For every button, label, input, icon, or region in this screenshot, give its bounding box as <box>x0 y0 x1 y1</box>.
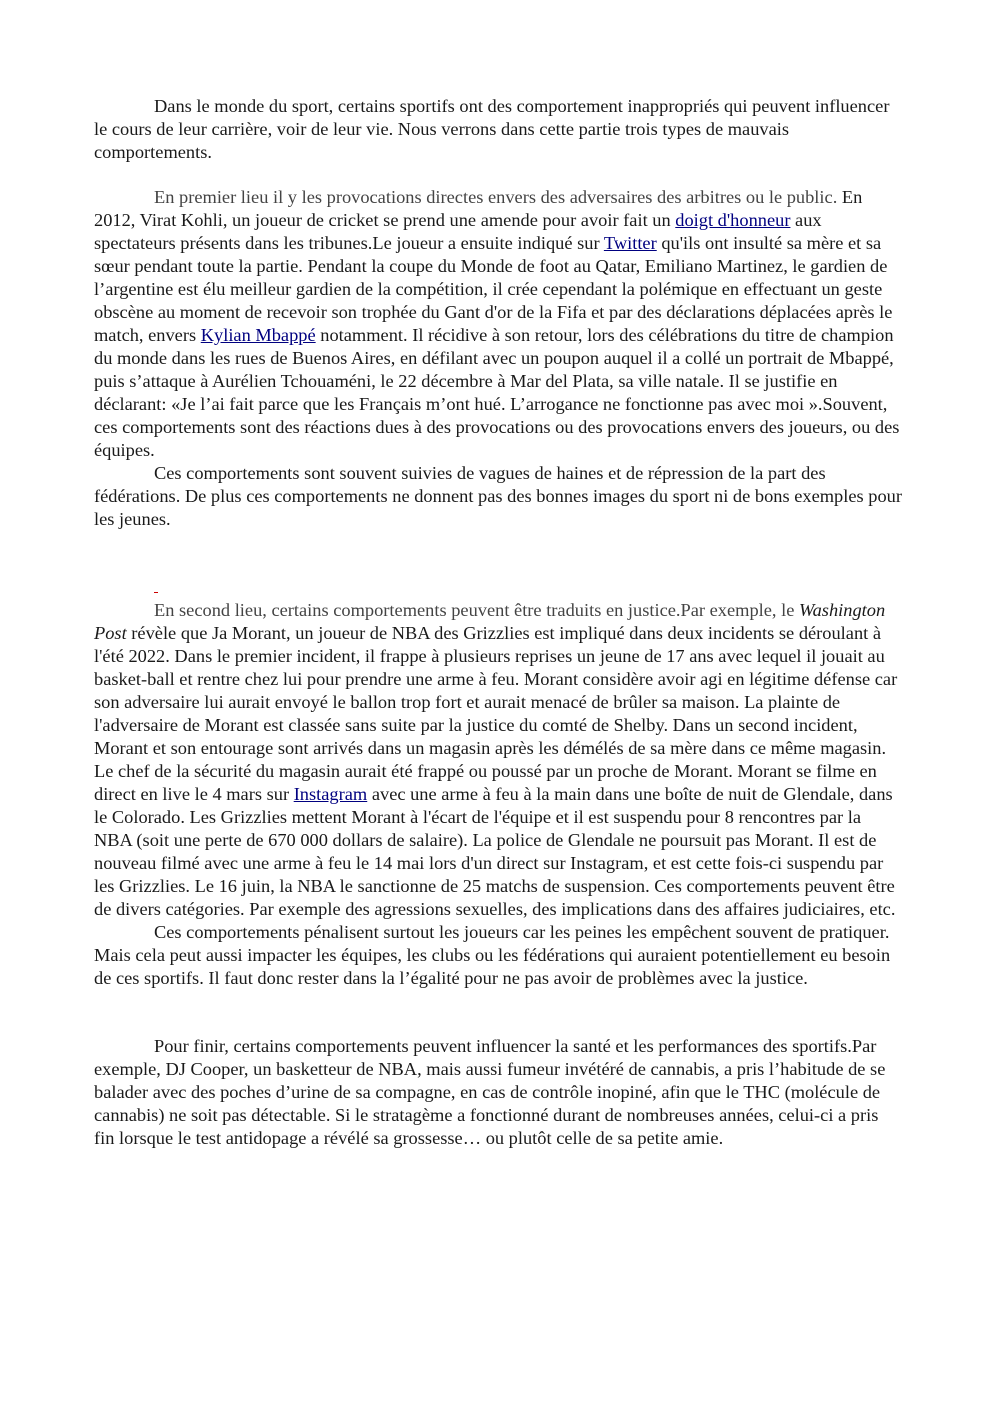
source-washington-post: Washington Post <box>94 600 886 643</box>
spacer <box>94 990 902 1035</box>
health-paragraph <box>94 1035 902 1150</box>
justice-text-2: avec une arme à feu à la main dans une boîte de nuit de Glendale, dans le Colorado. Les Grizzlies mettent Morant à l'écart de l'équipe et il est suspendu pour 8 rencontres par la NBA (soit une perte de 670 000 dollars de salaire). La police de Glendale ne poursuit pas Morant. Il est de nouveau filmé avec une arme à feu le 14 mai lors d'un direct sur Instagram, et est cette fois-ci suspendu par les Grizzlies. Le 16 juin, la NBA le sanctionne de 25 matchs de suspension. Ces comportements peuvent être de divers catégories. Par exemple des agressions sexuelles, des implications dans des affaires judiciaires, etc. <box>94 784 896 919</box>
spacer <box>94 531 902 576</box>
revision-mark <box>94 576 902 599</box>
intro-paragraph <box>94 95 902 164</box>
revision-mark-underline <box>154 578 158 593</box>
link-twitter[interactable]: Twitter <box>603 233 657 253</box>
link-doigt-dhonneur[interactable]: doigt d'honneur <box>675 210 791 230</box>
link-kylian-mbappe[interactable]: Kylian Mbappé <box>200 325 316 345</box>
provocations-conclusion-text: Ces comportements sont souvent suivies de vagues de haines et de répression de la part des fédérations. De plus ces comportements ne donnent pas des bonnes images du sport ni de bons exemples pour les jeunes. <box>94 463 902 529</box>
document-page <box>94 95 902 1150</box>
spacer <box>94 164 902 186</box>
justice-lead: En second lieu, certains comportements peuvent être traduits en justice.Par exemple, le <box>154 600 799 620</box>
provocations-text-1: En 2012, Virat Kohli, un joueur de cricket se prend une amende pour avoir fait un <box>94 187 863 230</box>
health-text: Pour finir, certains comportements peuvent influencer la santé et les performances des sportifs.Par exemple, DJ Cooper, un basketteur de NBA, mais aussi fumeur invétéré de cannabis, a pris l’habitude de se balader avec des poches d’urine de sa compagne, en cas de contrôle inopiné, afin que le THC (molécule de cannabis) ne soit pas détectable. Si le stratagème a fonctionné durant de nombreuses années, celui-ci a pris fin lorsque le test antidopage a révélé sa grossesse… ou plutôt celle de sa petite amie. <box>94 1036 886 1148</box>
provocations-paragraph <box>94 186 902 462</box>
intro-text: Dans le monde du sport, certains sportifs ont des comportement inappropriés qui peuvent influencer le cours de leur carrière, voir de leur vie. Nous verrons dans cette partie trois types de mauvais comportements. <box>94 96 890 162</box>
provocations-lead: En premier lieu il y les provocations directes envers des adversaires des arbitres ou le public. <box>154 187 838 207</box>
justice-conclusion <box>94 921 902 990</box>
provocations-conclusion <box>94 462 902 531</box>
provocations-text-2: aux spectateurs présents dans les tribunes.Le joueur a ensuite indiqué sur <box>94 210 822 253</box>
provocations-text-4: notamment. Il récidive à son retour, lors des célébrations du titre de champion du monde dans les rues de Buenos Aires, en défilant avec un poupon auquel il a collé un portrait de Mbappé, puis s’attaque à Aurélien Tchouaméni, le 22 décembre à Mar del Plata, sa ville natale. Il se justifie en déclarant: «Je l’ai fait parce que les Français m’ont hué. L’arrogance ne fonctionne pas avec moi ».Souvent, ces comportements sont des réactions dues à des provocations ou des provocations envers des joueurs, ou des équipes. <box>94 325 900 460</box>
justice-conclusion-text: Ces comportements pénalisent surtout les joueurs car les peines les empêchent souvent de pratiquer. Mais cela peut aussi impacter les équipes, les clubs ou les fédérations qui auraient potentiellement eu besoin de ces sportifs. Il faut donc rester dans la l’égalité pour ne pas avoir de problèmes avec la justice. <box>94 922 891 988</box>
link-instagram[interactable]: Instagram <box>293 784 368 804</box>
provocations-text-3: qu'ils ont insulté sa mère et sa sœur pendant toute la partie. Pendant la coupe du Monde de foot au Qatar, Emiliano Martinez, le gardien de l’argentine est élu meilleur gardien de la compétition, il crée cependant la polémique en effectuant un geste obscène au moment de recevoir son trophée du Gant d'or de la Fifa et par des déclarations déplacées après le match, envers <box>94 233 893 345</box>
justice-text-1: révèle que Ja Morant, un joueur de NBA des Grizzlies est impliqué dans deux incidents se déroulant à l'été 2022. Dans le premier incident, il frappe à plusieurs reprises un jeune de 17 ans avec lequel il jouait au basket-ball et rentre chez lui pour prendre une arme à feu. Morant considère avoir agi en légitime défense car son adversaire lui aurait envoyé le ballon trop fort et aurait menacé de brûler sa maison. La plainte de l'adversaire de Morant est classée sans suite par la justice du comté de Shelby. Dans un second incident, Morant et son entourage sont arrivés dans un magasin après les démélés de sa mère dans ce même magasin. Le chef de la sécurité du magasin aurait été frappé ou poussé par un proche de Morant. Morant se filme en direct en live le 4 mars sur <box>94 623 898 804</box>
justice-paragraph <box>94 599 902 921</box>
